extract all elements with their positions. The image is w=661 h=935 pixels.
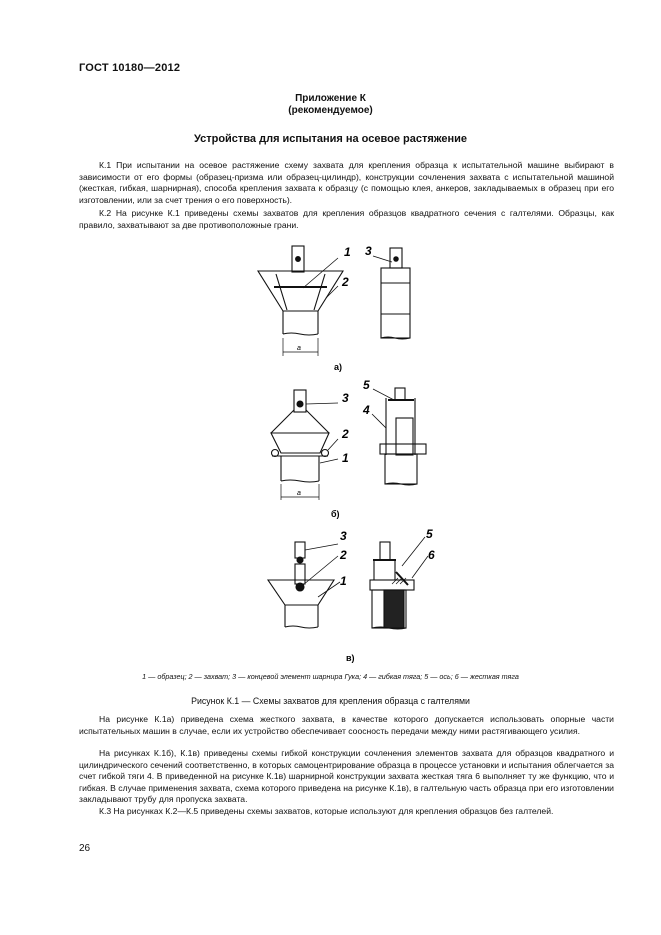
grip-b-front [271,390,338,500]
label-6-c: 6 [428,548,435,562]
label-3-b: 3 [342,391,349,405]
section-title: Устройства для испытания на осевое растяжение [193,133,468,145]
paragraph-k3: К.3 На рисунках К.2—К.5 приведены схемы захватов, которые используют для крепления образцов без галтелей. [99,806,554,816]
label-2-c: 2 [340,548,347,562]
paragraph-after-1: На рисунке К.1а) приведена схема жесткого захвата, в качестве которого допускается использовать опорные части испытательных машин в случае, если их устройство обеспечивает соосность передачи между ними растягивающего усилия. [79,714,614,736]
grip-c-front [268,542,340,628]
label-5-c: 5 [426,527,433,541]
appendix-subtitle: (рекомендуемое) [288,105,373,116]
label-3-a: 3 [365,244,372,258]
standard-header: ГОСТ 10180—2012 [79,62,181,74]
figure-caption: Рисунок К.1 — Схемы захватов для крепления образца с галтелями [191,696,470,706]
subfig-label-a: а) [334,362,343,372]
label-4-b: 4 [363,403,370,417]
grip-a-front [258,246,343,356]
label-1-c: 1 [340,574,347,588]
paragraph-k1: К.1 При испытании на осевое растяжение схему захвата для крепления образца к испытательной машине выбирают в зависимости от его формы (образец-призма или образец-цилиндр), конструкции сочленения захвата с испытательной машиной (жесткая, гибкая, шарнирная), способа крепления захвата к образцу (с помощью клея, анкеров, закладываемых в образец при его изготовлении, или за счет трения о его поверхность). [79,160,614,205]
subfig-label-c: в) [346,653,355,663]
subfig-label-b: б) [331,509,340,519]
dim-a-top: a [297,345,301,352]
label-2-a: 2 [342,275,349,289]
figure-legend: 1 — образец; 2 — захват; 3 — концевой элемент шарнира Гука; 4 — гибкая тяга; 5 — ось; 6 — жесткая тяга [142,672,519,681]
label-1-b: 1 [342,451,349,465]
appendix-title: Приложение К [295,93,366,104]
label-3-c: 3 [340,529,347,543]
page-number: 26 [79,843,91,854]
paragraph-k2: К.2 На рисунке К.1 приведены схемы захватов для крепления образцов квадратного сечения с галтелями. Образцы, как правило, захватывают за две противоположные грани. [79,208,614,230]
label-5-b: 5 [363,378,370,392]
dim-a-mid: a [297,490,301,497]
grip-a-side [373,248,410,339]
paragraph-after-2: На рисунках К.1б), К.1в) приведены схемы гибкой конструкции сочленения элементов захвата для образцов квадратного и цилиндрического сечений соответственно, в которых самоцентрирование образца в процессе установки и испытания облегчается за счет гибкой тяги 4. В приведенной на рисунке К.1в) шарнирной конструкции захвата жесткая тяга 6 выполняет ту же функцию, что и гибкая. В случае применения захвата, схема которого приведена на рисунке К.1в), в галтельную часть образца при его изготовлении закладывают трубу для пропуска захвата. [79,748,614,805]
label-1-a: 1 [344,245,351,259]
grip-b-side [372,388,426,485]
label-2-b: 2 [342,427,349,441]
grip-c-side [370,537,428,629]
